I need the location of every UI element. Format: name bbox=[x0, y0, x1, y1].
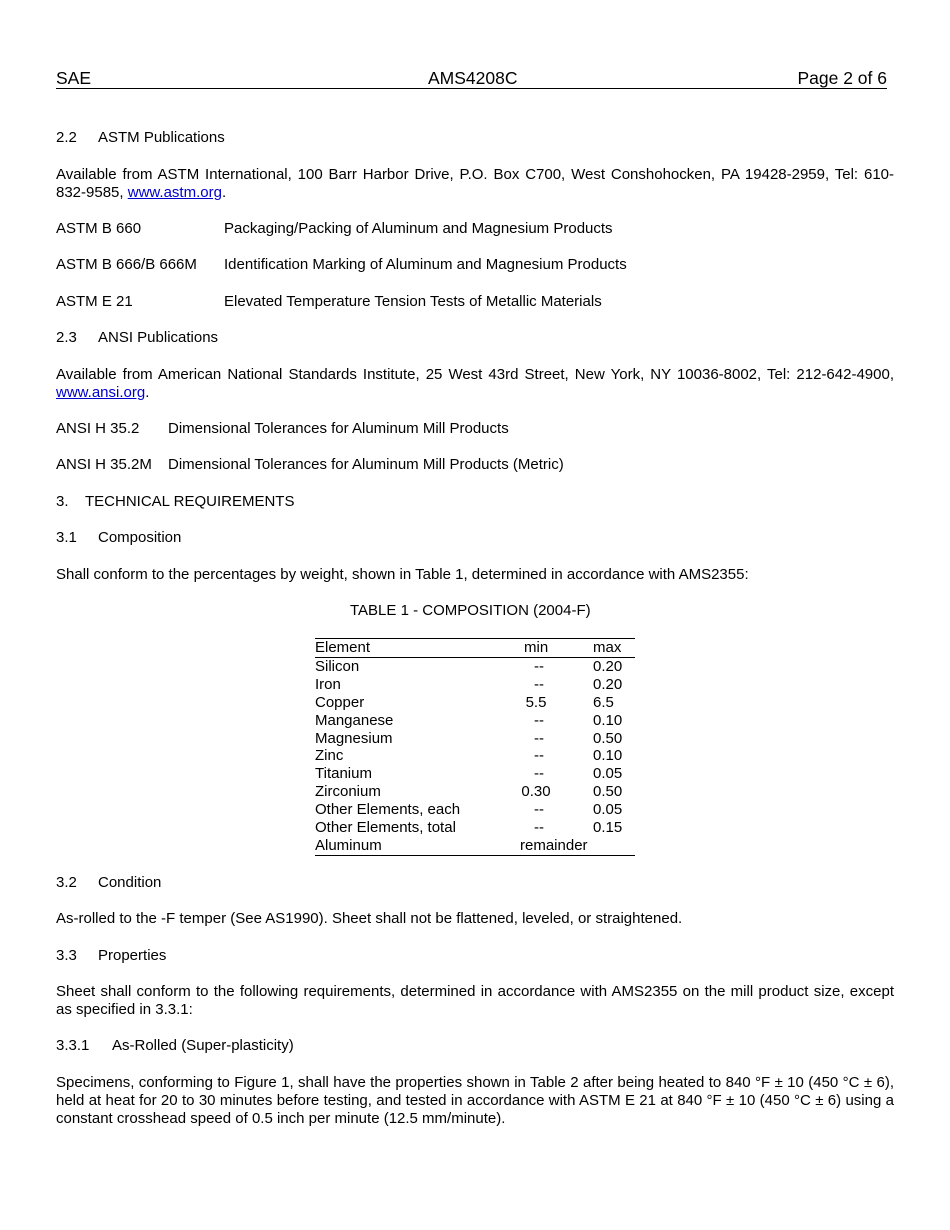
astm-ref-code-3: ASTM E 21 bbox=[56, 293, 133, 310]
cell-max-value: 0.50 bbox=[593, 729, 623, 747]
cell-element-value: Magnesium bbox=[315, 729, 393, 747]
condition-paragraph: As-rolled to the -F temper (See AS1990). Sheet shall not be flattened, leveled, or straightened. bbox=[56, 910, 683, 927]
cell-min bbox=[520, 747, 593, 765]
table-row bbox=[315, 765, 635, 783]
section-number: 3.2 bbox=[56, 874, 77, 891]
cell-max bbox=[593, 819, 635, 837]
cell-element-value: Aluminum bbox=[315, 836, 382, 854]
section-3-1-heading bbox=[56, 529, 181, 547]
section-title: Properties bbox=[98, 947, 167, 964]
cell-max bbox=[593, 765, 635, 783]
section-title: ANSI Publications bbox=[98, 329, 219, 346]
cell-element bbox=[315, 765, 520, 783]
section-3-heading bbox=[56, 493, 294, 511]
cell-element-value: Titanium bbox=[315, 765, 372, 783]
cell-max bbox=[593, 712, 635, 730]
astm-ref-code-1: ASTM B 660 bbox=[56, 220, 142, 237]
astm-ref-code-2: ASTM B 666/B 666M bbox=[56, 256, 197, 273]
cell-element bbox=[315, 837, 520, 855]
cell-element bbox=[315, 747, 520, 765]
cell-max bbox=[593, 730, 635, 748]
section-number: 3. bbox=[56, 493, 69, 510]
table-row bbox=[315, 837, 635, 855]
ansi-ref-title-2: Dimensional Tolerances for Aluminum Mill Products (Metric) bbox=[168, 456, 564, 473]
table-row bbox=[315, 747, 635, 765]
cell-min bbox=[520, 801, 593, 819]
header-min-label: min bbox=[524, 639, 549, 656]
header-org: SAE bbox=[56, 68, 92, 88]
ansi-ref-code-1: ANSI H 35.2 bbox=[56, 420, 140, 437]
table-row bbox=[315, 657, 635, 675]
cell-element-value: Copper bbox=[315, 693, 365, 711]
cell-min-value: remainder bbox=[520, 836, 588, 854]
cell-element bbox=[315, 657, 520, 675]
table-row bbox=[315, 712, 635, 730]
table-row bbox=[315, 730, 635, 748]
cell-min-value: -- bbox=[534, 711, 544, 729]
header-page-number: Page 2 of 6 bbox=[797, 68, 887, 88]
cell-element bbox=[315, 783, 520, 801]
astm-ref-title-1: Packaging/Packing of Aluminum and Magnesium Products bbox=[224, 220, 613, 237]
cell-min bbox=[520, 765, 593, 783]
ansi-availability-text: Available from American National Standards Institute, 25 West 43rd Street, New York, NY 10036-8002, Tel: 212-642-4900, bbox=[56, 366, 894, 383]
table-header-row bbox=[315, 639, 635, 658]
table-row bbox=[315, 801, 635, 819]
composition-paragraph: Shall conform to the percentages by weight, shown in Table 1, determined in accordance with AMS2355: bbox=[56, 566, 749, 583]
cell-min bbox=[520, 712, 593, 730]
table-row bbox=[315, 676, 635, 694]
cell-min bbox=[520, 657, 593, 675]
section-title: ASTM Publications bbox=[98, 129, 225, 146]
cell-element-value: Iron bbox=[315, 675, 341, 693]
cell-element bbox=[315, 819, 520, 837]
properties-paragraph: Sheet shall conform to the following requirements, determined in accordance with AMS2355 on the mill product size, except as specified in 3.3.1: bbox=[56, 983, 894, 1018]
cell-max-value: 0.05 bbox=[593, 765, 623, 783]
astm-ref-title-3: Elevated Temperature Tension Tests of Metallic Materials bbox=[224, 293, 602, 310]
astm-availability-end: . bbox=[221, 184, 227, 201]
header-min bbox=[520, 639, 593, 658]
cell-min-value: -- bbox=[534, 801, 544, 819]
cell-element bbox=[315, 730, 520, 748]
ansi-website-link[interactable]: www.ansi.org bbox=[56, 384, 146, 401]
astm-ref-title-2: Identification Marking of Aluminum and Magnesium Products bbox=[224, 256, 627, 273]
composition-table-body bbox=[315, 657, 635, 855]
cell-max bbox=[593, 657, 635, 675]
cell-max bbox=[593, 747, 635, 765]
cell-element-value: Zirconium bbox=[315, 783, 381, 801]
cell-min bbox=[520, 837, 593, 855]
cell-min bbox=[520, 783, 593, 801]
cell-max-value: 0.15 bbox=[593, 819, 623, 837]
section-2-3-heading bbox=[56, 329, 218, 347]
cell-min-value: -- bbox=[534, 765, 544, 783]
cell-element-value: Silicon bbox=[315, 657, 360, 675]
cell-max bbox=[593, 676, 635, 694]
table-row bbox=[315, 694, 635, 712]
cell-min-value: -- bbox=[534, 819, 544, 837]
astm-availability-text: Available from ASTM International, 100 Barr Harbor Drive, P.O. Box C700, West Conshohocken, PA 19428-2959, Tel: 610-832-9585, bbox=[56, 166, 894, 201]
section-3-3-1-heading bbox=[56, 1037, 294, 1055]
section-title: TECHNICAL REQUIREMENTS bbox=[85, 493, 295, 510]
ansi-ref-title-1: Dimensional Tolerances for Aluminum Mill Products bbox=[168, 420, 509, 437]
as-rolled-paragraph: Specimens, conforming to Figure 1, shall have the properties shown in Table 2 after being heated to 840 °F ± 10 (450 °C ± 6), held at heat for 20 to 30 minutes before testing, and tested in accordance with ASTM E 21 at 840 °F ± 10 (450 °C ± 6) using a constant crosshead speed of 0.5 inch per minute (12.5 mm/minute). bbox=[56, 1074, 894, 1127]
cell-max bbox=[593, 801, 635, 819]
cell-min-value: -- bbox=[534, 747, 544, 765]
table-1-title: TABLE 1 - COMPOSITION (2004-F) bbox=[350, 602, 591, 619]
section-3-2-heading bbox=[56, 874, 161, 892]
section-title: Condition bbox=[98, 874, 162, 891]
cell-max bbox=[593, 694, 635, 712]
section-3-3-heading bbox=[56, 947, 166, 965]
cell-max bbox=[593, 783, 635, 801]
cell-element-value: Manganese bbox=[315, 711, 394, 729]
section-title: As-Rolled (Super-plasticity) bbox=[112, 1037, 294, 1054]
ansi-availability-paragraph bbox=[56, 366, 894, 402]
table-row bbox=[315, 819, 635, 837]
header-element: Element bbox=[315, 639, 520, 658]
table-row bbox=[315, 783, 635, 801]
cell-max-value: 0.05 bbox=[593, 801, 623, 819]
cell-element-value: Zinc bbox=[315, 747, 344, 765]
cell-max-value: 0.10 bbox=[593, 711, 623, 729]
cell-element-value: Other Elements, each bbox=[315, 801, 461, 819]
section-2-2-heading bbox=[56, 129, 225, 147]
astm-website-link[interactable]: www.astm.org bbox=[127, 184, 222, 201]
section-number: 2.3 bbox=[56, 329, 77, 346]
ansi-ref-code-2: ANSI H 35.2M bbox=[56, 456, 152, 473]
section-title: Composition bbox=[98, 529, 182, 546]
section-number: 3.1 bbox=[56, 529, 77, 546]
cell-min-value: 0.30 bbox=[521, 783, 551, 801]
cell-min bbox=[520, 819, 593, 837]
cell-min-value: 5.5 bbox=[525, 693, 547, 711]
cell-min bbox=[520, 730, 593, 748]
cell-element bbox=[315, 712, 520, 730]
cell-max-value: 0.20 bbox=[593, 657, 623, 675]
astm-availability-paragraph bbox=[56, 166, 894, 202]
cell-max-value: 0.10 bbox=[593, 747, 623, 765]
header-max: max bbox=[593, 639, 635, 658]
section-number: 3.3.1 bbox=[56, 1037, 90, 1054]
ansi-availability-end: . bbox=[145, 384, 150, 401]
cell-max bbox=[593, 837, 635, 855]
cell-max-value: 0.50 bbox=[593, 783, 623, 801]
cell-min bbox=[520, 676, 593, 694]
cell-element bbox=[315, 676, 520, 694]
page-header bbox=[56, 68, 887, 89]
cell-element-value: Other Elements, total bbox=[315, 819, 456, 837]
cell-min-value: -- bbox=[534, 675, 544, 693]
composition-table bbox=[315, 638, 635, 856]
cell-max-value: 0.20 bbox=[593, 675, 623, 693]
section-number: 2.2 bbox=[56, 129, 77, 146]
cell-max-value: 6.5 bbox=[593, 693, 614, 711]
section-number: 3.3 bbox=[56, 947, 77, 964]
cell-element bbox=[315, 694, 520, 712]
cell-min bbox=[520, 694, 593, 712]
cell-min-value: -- bbox=[534, 657, 544, 675]
cell-min-value: -- bbox=[534, 729, 544, 747]
header-doc-number: AMS4208C bbox=[428, 68, 518, 88]
cell-element bbox=[315, 801, 520, 819]
